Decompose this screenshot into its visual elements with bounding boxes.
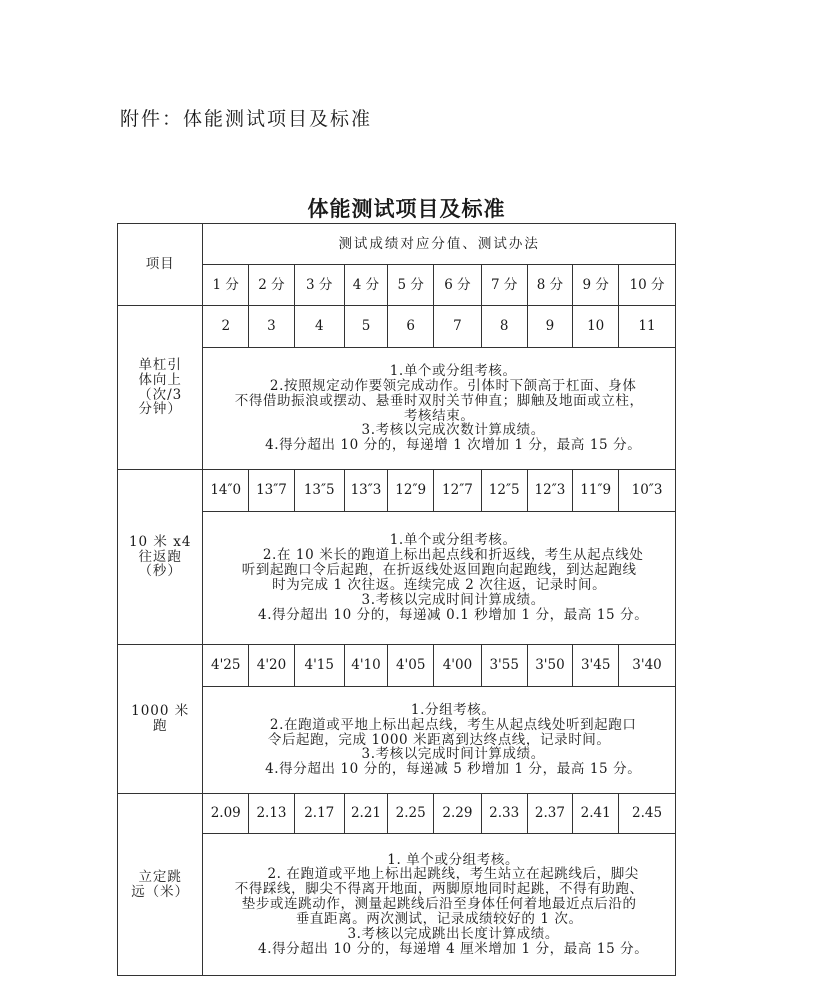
points-cell: 10 分 (619, 265, 676, 306)
standards-table (117, 223, 676, 976)
header-row (118, 224, 676, 265)
value-cell: 13″7 (249, 470, 295, 512)
item-name-line: 立定跳 (138, 868, 182, 885)
value-cell: 7 (434, 306, 482, 348)
method-line: 听到起跑口令后起跑，在折返线处返回跑向起跑线，到达起跑线 (241, 562, 637, 579)
method-line: 1.分组考核。 (410, 701, 496, 718)
value-cell: 14″0 (203, 470, 249, 512)
value-cell: 13″5 (294, 470, 344, 512)
values-row-1000m (118, 645, 676, 687)
points-cell: 5 分 (388, 265, 434, 306)
method-cell-jump (203, 834, 676, 976)
method-line: 考核结束。 (403, 407, 475, 424)
value-cell: 2.29 (434, 794, 482, 834)
method-line: 1.单个或分组考核。 (389, 532, 517, 549)
item-name-line: 1000 米 (131, 703, 190, 720)
value-cell: 13″3 (344, 470, 388, 512)
item-name-1000m (118, 645, 203, 794)
value-cell: 2.37 (527, 794, 573, 834)
item-name-shuttle (118, 470, 203, 645)
value-cell: 4'20 (249, 645, 295, 687)
value-cell: 3'45 (573, 645, 619, 687)
value-cell: 11″9 (573, 470, 619, 512)
method-line: 1. 单个或分组考核。 (387, 851, 520, 868)
method-line: 4.得分超出 10 分的，每递增 1 次增加 1 分，最高 15 分。 (265, 437, 642, 454)
method-line: 不得踩线，脚尖不得离开地面，两脚原地同时起跳，不得有助跑、 (234, 881, 644, 898)
value-cell: 3'55 (481, 645, 527, 687)
item-name-line: 分钟） (138, 401, 182, 418)
values-row-shuttle (118, 470, 676, 512)
item-name-line: （次/3 (138, 386, 183, 403)
method-line: 4.得分超出 10 分的，每递增 4 厘米增加 1 分，最高 15 分。 (258, 940, 649, 957)
method-cell-1000m (203, 687, 676, 794)
document-title: 体能测试项目及标准 (307, 196, 506, 221)
value-cell: 2 (203, 306, 249, 348)
item-name-pullup (118, 306, 203, 470)
method-line: 垫步或连跳动作，测量起跳线后沿至身体任何着地最近点后沿的 (241, 896, 637, 913)
points-cell: 9 分 (573, 265, 619, 306)
method-line: 不得借助振浪或摆动、悬垂时双肘关节伸直；脚触及地面或立柱， (234, 392, 644, 409)
method-line: 4.得分超出 10 分的，每递减 0.1 秒增加 1 分，最高 15 分。 (258, 606, 649, 623)
method-cell-pullup (203, 348, 676, 470)
value-cell: 11 (619, 306, 676, 348)
value-cell: 10 (573, 306, 619, 348)
item-name-line: 远（米） (131, 883, 190, 900)
value-cell: 2.45 (619, 794, 676, 834)
method-line: 2. 在跑道或平地上标出起跳线，考生站立在起跳线后，脚尖 (267, 866, 639, 883)
method-line: 时为完成 1 次往返。连续完成 2 次往返，记录时间。 (272, 577, 607, 593)
value-cell: 6 (388, 306, 434, 348)
attachment-label: 附件：体能测试项目及标准 (120, 108, 373, 130)
value-cell: 10″3 (619, 470, 676, 512)
item-name-line: 单杠引 (138, 356, 182, 373)
value-cell: 2.09 (203, 794, 249, 834)
points-cell: 2 分 (249, 265, 295, 306)
value-cell: 2.41 (573, 794, 619, 834)
method-line: 2.在 10 米长的跑道上标出起点线和折返线，考生从起点线处 (262, 547, 644, 564)
value-cell: 3 (249, 306, 295, 348)
value-cell: 12″5 (481, 470, 527, 512)
value-cell: 2.13 (249, 794, 295, 834)
table-body (118, 224, 676, 976)
value-cell: 4'15 (294, 645, 344, 687)
item-name-jump (118, 794, 203, 976)
points-cell: 3 分 (294, 265, 344, 306)
method-cell-shuttle (203, 512, 676, 645)
method-line: 2.按照规定动作要领完成动作。引体时下颌高于杠面、身体 (269, 377, 637, 394)
points-cell: 6 分 (434, 265, 482, 306)
item-name-line: 往返跑 (138, 548, 182, 565)
values-row-jump (118, 794, 676, 834)
values-row-pullup (118, 306, 676, 348)
value-cell: 8 (481, 306, 527, 348)
value-cell: 4'25 (203, 645, 249, 687)
points-cell: 4 分 (344, 265, 388, 306)
value-cell: 2.25 (388, 794, 434, 834)
value-cell: 4 (294, 306, 344, 348)
method-line: 垂直距离。两次测试，记录成绩较好的 1 次。 (295, 910, 583, 927)
item-name-line: 10 米 x4 (128, 533, 192, 550)
value-cell: 9 (527, 306, 573, 348)
item-name-line: 跑 (152, 718, 168, 734)
value-cell: 3'50 (527, 645, 573, 687)
method-line: 3.考核以完成跳出长度计算成绩。 (347, 925, 559, 942)
value-cell: 4'10 (344, 645, 388, 687)
method-line: 3.考核以完成时间计算成绩。 (361, 591, 545, 608)
item-name-line: （秒） (138, 563, 182, 580)
method-line: 2.在跑道或平地上标出起点线，考生从起点线处听到起跑口 (269, 716, 637, 733)
method-line: 4.得分超出 10 分的，每递减 5 秒增加 1 分，最高 15 分。 (265, 761, 642, 778)
points-cell: 8 分 (527, 265, 573, 306)
value-cell: 2.21 (344, 794, 388, 834)
value-cell: 2.17 (294, 794, 344, 834)
score-method-header: 测试成绩对应分值、测试办法 (203, 224, 676, 265)
value-cell: 12″9 (388, 470, 434, 512)
value-cell: 4'05 (388, 645, 434, 687)
value-cell: 4'00 (434, 645, 482, 687)
method-line: 3.考核以完成时间计算成绩。 (361, 746, 545, 763)
item-header: 项目 (118, 224, 203, 306)
method-line: 令后起跑，完成 1000 米距离到达终点线，记录时间。 (267, 731, 611, 748)
value-cell: 12″3 (527, 470, 573, 512)
method-line: 3.考核以完成次数计算成绩。 (361, 422, 545, 439)
value-cell: 3'40 (619, 645, 676, 687)
points-cell: 7 分 (481, 265, 527, 306)
item-name-line: 体向上 (138, 371, 182, 388)
value-cell: 12″7 (434, 470, 482, 512)
value-cell: 5 (344, 306, 388, 348)
method-line: 1.单个或分组考核。 (389, 362, 517, 379)
value-cell: 2.33 (481, 794, 527, 834)
points-cell: 1 分 (203, 265, 249, 306)
